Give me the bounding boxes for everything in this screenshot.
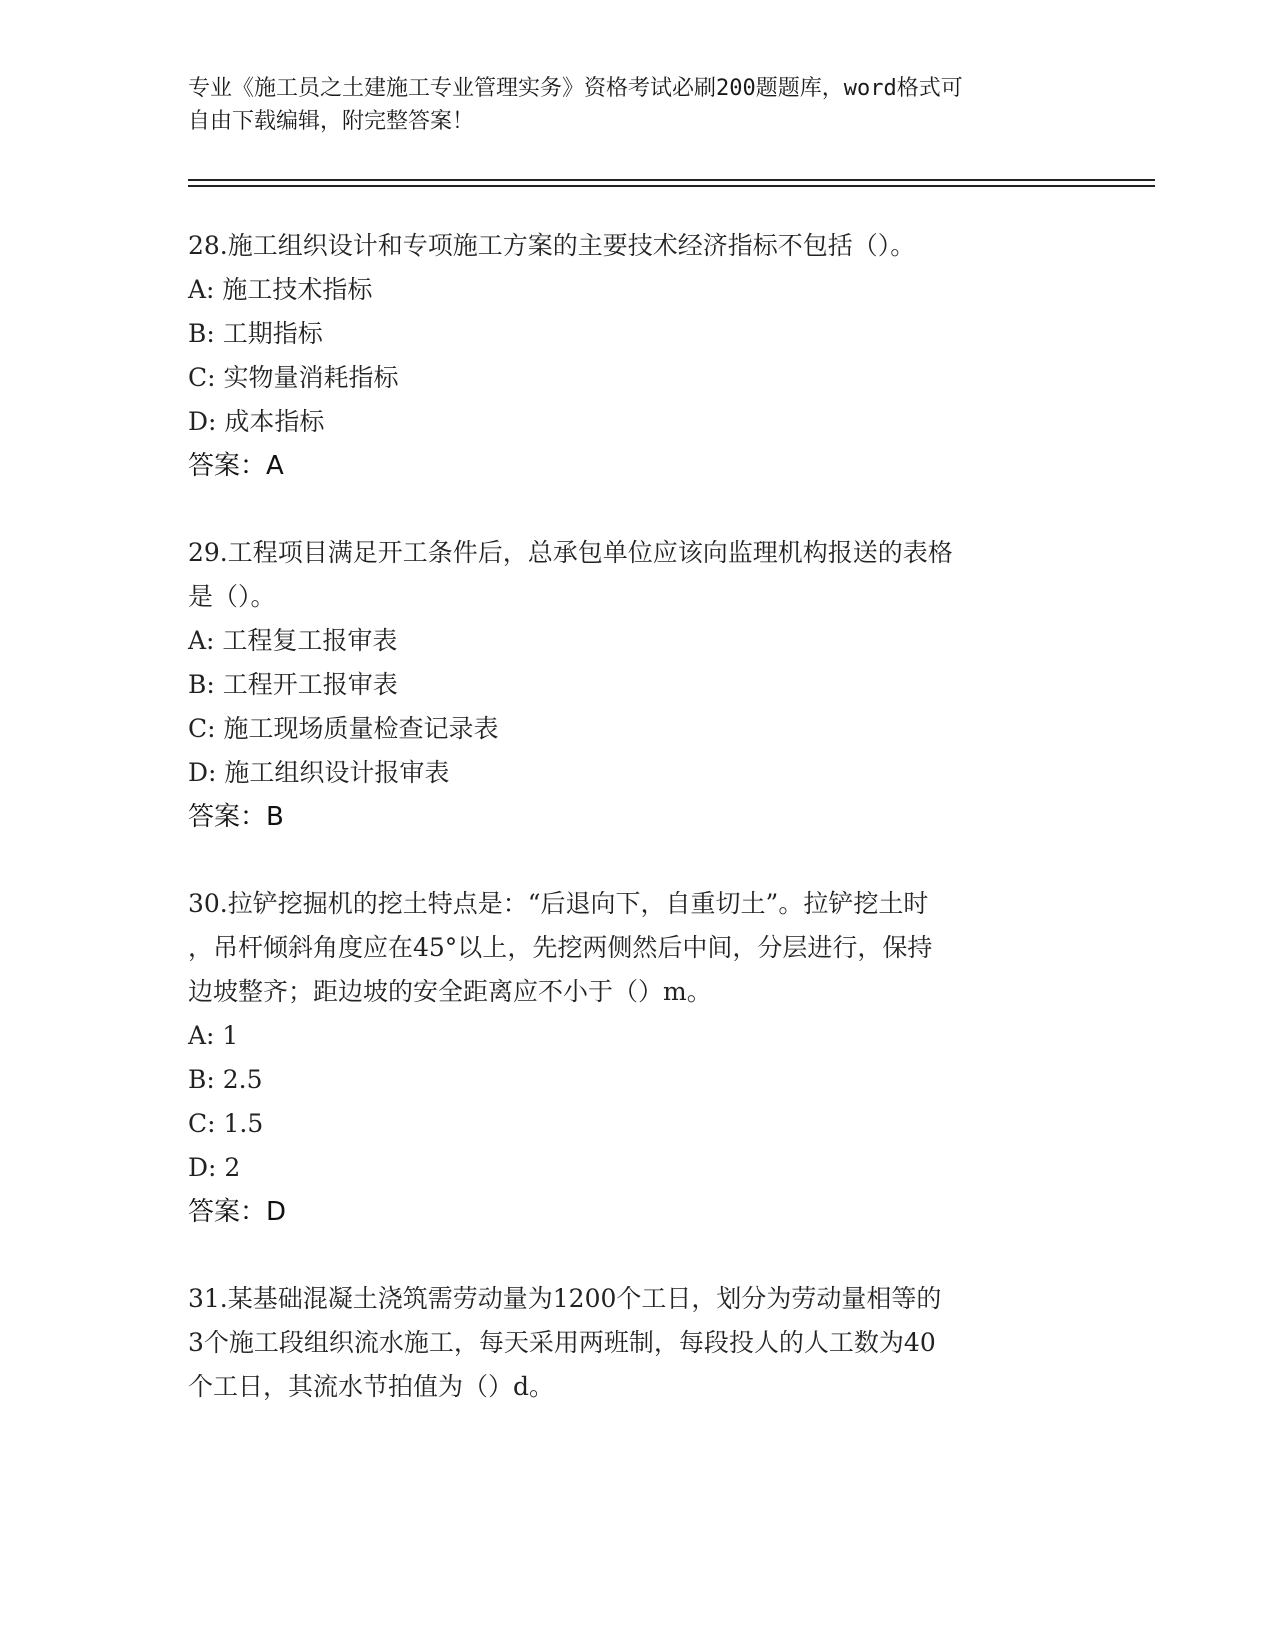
header-line-2: 自由下载编辑，附完整答案！ <box>188 109 475 134</box>
option-d: D: 施工组织设计报审表 <box>188 758 450 787</box>
header-line-1: 专业《施工员之土建施工专业管理实务》资格考试必刷200题题库，word格式可 <box>188 76 963 101</box>
question-stem-cont: 边坡整齐；距边坡的安全距离应不小于（）m。 <box>188 977 712 1006</box>
option-a: A: 1 <box>188 1021 239 1050</box>
option-b: B: 2.5 <box>188 1065 263 1094</box>
question-stem-cont: 是（）。 <box>188 582 276 611</box>
question-stem-cont: 3个施工段组织流水施工，每天采用两班制，每段投人的人工数为40 <box>188 1328 936 1357</box>
question-stem-cont: ，吊杆倾斜角度应在45°以上，先挖两侧然后中间，分层进行，保持 <box>188 933 933 962</box>
option-c: C: 实物量消耗指标 <box>188 363 399 392</box>
question-stem: 29.工程项目满足开工条件后，总承包单位应该向监理机构报送的表格 <box>188 538 953 567</box>
header-divider-top <box>188 179 1155 181</box>
option-c: C: 施工现场质量检查记录表 <box>188 714 499 743</box>
option-d: D: 成本指标 <box>188 407 325 436</box>
header-divider-bottom <box>188 185 1155 187</box>
option-d: D: 2 <box>188 1153 241 1182</box>
answer: 答案：A <box>188 451 284 481</box>
question-stem: 31.某基础混凝土浇筑需劳动量为1200个工日，划分为劳动量相等的 <box>188 1284 942 1313</box>
question-stem: 28.施工组织设计和专项施工方案的主要技术经济指标不包括（）。 <box>188 231 916 260</box>
document-header <box>188 72 1068 138</box>
answer: 答案：B <box>188 802 284 832</box>
option-b: B: 工程开工报审表 <box>188 670 398 699</box>
option-b: B: 工期指标 <box>188 319 323 348</box>
option-a: A: 工程复工报审表 <box>188 626 398 655</box>
option-c: C: 1.5 <box>188 1109 264 1138</box>
answer: 答案：D <box>188 1197 287 1227</box>
option-a: A: 施工技术指标 <box>188 275 373 304</box>
question-stem-cont: 个工日，其流水节拍值为（）d。 <box>188 1372 555 1401</box>
question-stem: 30.拉铲挖掘机的挖土特点是：“后退向下，自重切土”。拉铲挖土时 <box>188 889 929 918</box>
